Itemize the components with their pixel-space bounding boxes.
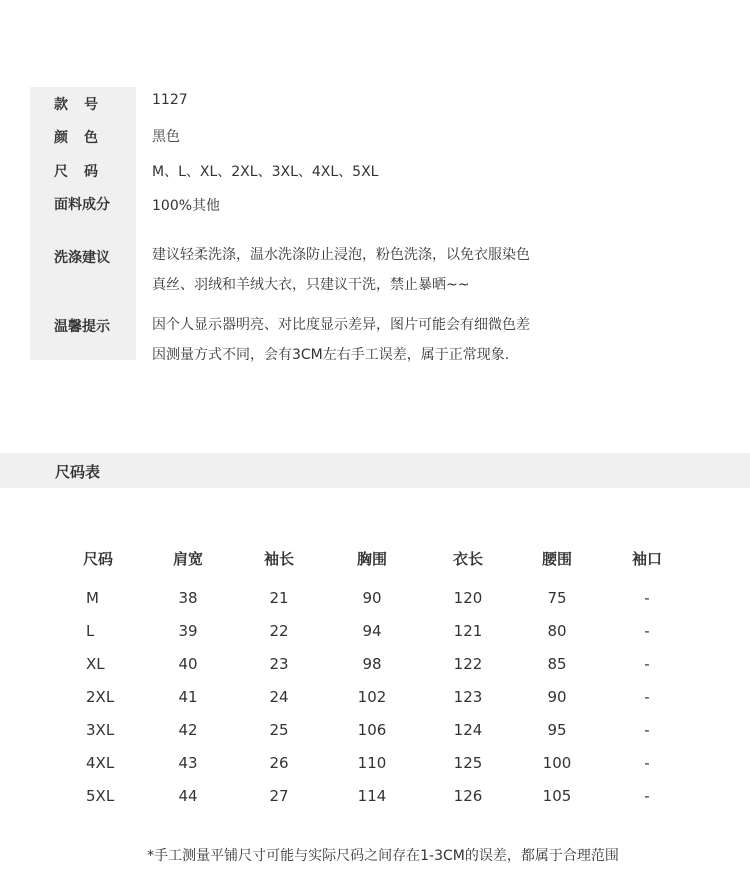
size-chart-header-bar <box>0 453 750 488</box>
size-table-header: 胸围 <box>356 550 388 568</box>
size-table-row-size: 5XL <box>86 787 115 805</box>
tips-label: 温馨提示 <box>54 319 110 335</box>
size-table-cell: 22 <box>269 622 289 640</box>
size-table-cell: 102 <box>357 688 387 706</box>
size-table-cell: 98 <box>362 655 382 673</box>
size-table-cell: - <box>644 655 650 673</box>
size-table-cell: 114 <box>357 787 387 805</box>
size-value: M、L、XL、2XL、3XL、4XL、5XL <box>152 164 379 180</box>
fabric-label: 面料成分 <box>54 197 110 213</box>
tips-line: 因个人显示器明亮、对比度显示差异，图片可能会有细微色差 <box>152 317 530 333</box>
size-table-cell: 90 <box>547 688 567 706</box>
style-no-value: 1127 <box>152 92 188 108</box>
washing-line: 建议轻柔洗涤，温水洗涤防止浸泡，粉色洗涤，以免衣服染色 <box>152 247 530 263</box>
size-table-cell: 105 <box>542 787 572 805</box>
size-table-cell: - <box>644 589 650 607</box>
measurement-note: *手工测量平铺尺寸可能与实际尺码之间存在1-3CM的误差，都属于合理范围 <box>147 848 619 864</box>
size-table-cell: 126 <box>453 787 483 805</box>
size-table-cell: - <box>644 688 650 706</box>
size-table-header: 腰围 <box>541 550 573 568</box>
size-table-header: 袖长 <box>263 550 295 568</box>
washing-line: 真丝、羽绒和羊绒大衣，只建议干洗，禁止暴晒~~ <box>152 277 470 293</box>
washing-text <box>152 240 530 300</box>
size-table-row-size: 4XL <box>86 754 115 772</box>
color-value: 黑色 <box>152 129 180 145</box>
size-table-cell: 24 <box>269 688 289 706</box>
size-table-cell: 80 <box>547 622 567 640</box>
size-table-cell: 21 <box>269 589 289 607</box>
fabric-value: 100%其他 <box>152 198 221 214</box>
size-table-cell: 124 <box>453 721 483 739</box>
size-table-header: 袖口 <box>631 550 663 568</box>
tips-line: 因测量方式不同，会有3CM左右手工误差，属于正常现象. <box>152 347 510 363</box>
size-table-row-size: 2XL <box>86 688 115 706</box>
size-table-cell: 110 <box>357 754 387 772</box>
size-table-cell: 38 <box>178 589 198 607</box>
size-table-cell: 26 <box>269 754 289 772</box>
size-table-cell: 95 <box>547 721 567 739</box>
size-table-cell: 42 <box>178 721 198 739</box>
size-table-cell: 25 <box>269 721 289 739</box>
size-table-header: 衣长 <box>452 550 484 568</box>
size-table-cell: 90 <box>362 589 382 607</box>
size-table-cell: 23 <box>269 655 289 673</box>
size-table-cell: 121 <box>453 622 483 640</box>
size-table-cell: 100 <box>542 754 572 772</box>
color-label: 颜色 <box>54 130 114 146</box>
size-table-cell: - <box>644 622 650 640</box>
size-table-cell: 106 <box>357 721 387 739</box>
size-table-cell: 44 <box>178 787 198 805</box>
size-label: 尺码 <box>54 164 114 180</box>
washing-label: 洗涤建议 <box>54 250 110 266</box>
size-chart-title: 尺码表 <box>55 463 101 481</box>
size-table-row-size: M <box>86 589 99 607</box>
size-table-header: 尺码 <box>82 550 114 568</box>
size-table-cell: 85 <box>547 655 567 673</box>
size-table-cell: 123 <box>453 688 483 706</box>
size-table-cell: - <box>644 787 650 805</box>
size-table-cell: 39 <box>178 622 198 640</box>
size-table-cell: 43 <box>178 754 198 772</box>
size-table-cell: 40 <box>178 655 198 673</box>
size-table-cell: 125 <box>453 754 483 772</box>
size-table-row-size: XL <box>86 655 105 673</box>
size-table-cell: 41 <box>178 688 198 706</box>
size-table-cell: 120 <box>453 589 483 607</box>
size-table-row-size: L <box>86 622 95 640</box>
size-table-cell: 94 <box>362 622 382 640</box>
size-table-cell: 27 <box>269 787 289 805</box>
size-table-cell: 75 <box>547 589 567 607</box>
style-no-label: 款号 <box>54 97 114 113</box>
tips-text <box>152 310 530 370</box>
size-table-cell: - <box>644 721 650 739</box>
size-table-cell: - <box>644 754 650 772</box>
size-table-cell: 122 <box>453 655 483 673</box>
size-table-row-size: 3XL <box>86 721 115 739</box>
size-table-header: 肩宽 <box>172 550 204 568</box>
